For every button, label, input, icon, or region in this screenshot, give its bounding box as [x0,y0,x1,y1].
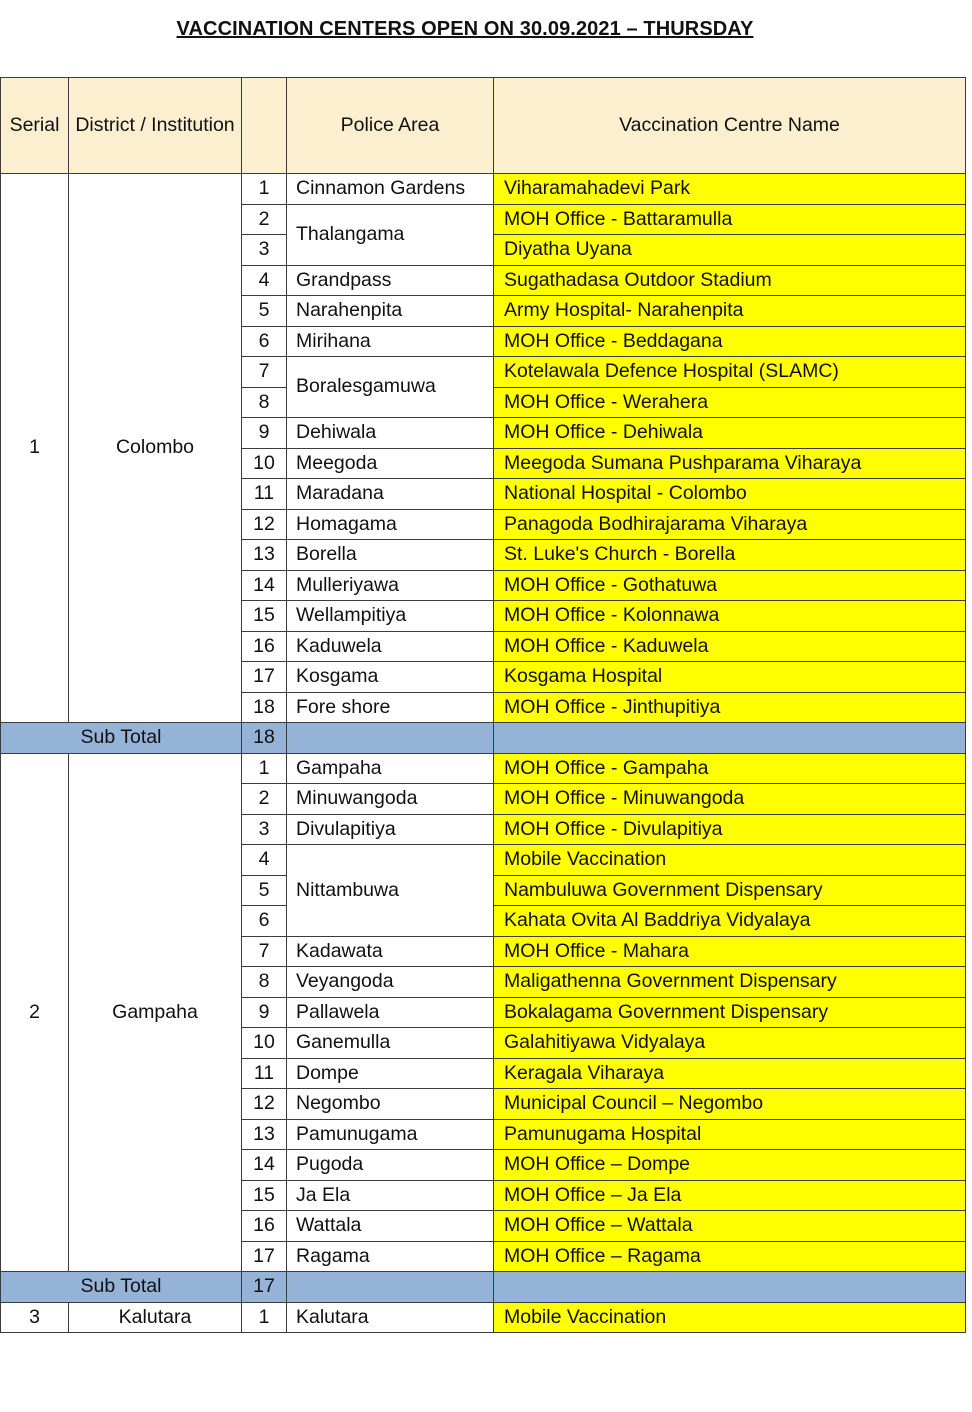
centre-name-cell: MOH Office - Minuwangoda [494,784,966,815]
row-number-cell: 12 [242,509,287,540]
subtotal-row [1,1272,966,1303]
police-area-cell: Fore shore [287,692,494,723]
subtotal-empty-cell [494,723,966,754]
police-area-cell: Borella [287,540,494,571]
centre-name-cell: Army Hospital- Narahenpita [494,296,966,327]
row-number-cell: 7 [242,936,287,967]
centre-name-cell: Kosgama Hospital [494,662,966,693]
centre-name-cell: Kahata Ovita Al Baddriya Vidyalaya [494,906,966,937]
header-number [242,78,287,174]
row-number-cell: 16 [242,1211,287,1242]
police-area-cell: Kalutara [287,1302,494,1333]
row-number-cell: 13 [242,1119,287,1150]
centre-name-cell: MOH Office – Wattala [494,1211,966,1242]
centre-name-cell: MOH Office - Dehiwala [494,418,966,449]
centre-name-cell: Mobile Vaccination [494,1302,966,1333]
row-number-cell: 5 [242,875,287,906]
row-number-cell: 10 [242,1028,287,1059]
centre-name-cell: MOH Office - Gothatuwa [494,570,966,601]
centre-name-cell: MOH Office - Kaduwela [494,631,966,662]
police-area-cell: Meegoda [287,448,494,479]
row-number-cell: 4 [242,845,287,876]
district-cell: Colombo [69,174,242,723]
row-number-cell: 8 [242,387,287,418]
row-number-cell: 13 [242,540,287,571]
row-number-cell: 14 [242,1150,287,1181]
police-area-cell: Nittambuwa [287,845,494,937]
header-centre-name: Vaccination Centre Name [494,78,966,174]
row-number-cell: 10 [242,448,287,479]
centre-name-cell: MOH Office - Gampaha [494,753,966,784]
police-area-cell: Wellampitiya [287,601,494,632]
police-area-cell: Thalangama [287,204,494,265]
centre-name-cell: Mobile Vaccination [494,845,966,876]
row-number-cell: 2 [242,204,287,235]
header-row [1,78,966,174]
row-number-cell: 6 [242,326,287,357]
police-area-cell: Wattala [287,1211,494,1242]
row-number-cell: 1 [242,174,287,205]
table-row [1,753,966,784]
centre-name-cell: MOH Office - Battaramulla [494,204,966,235]
row-number-cell: 4 [242,265,287,296]
police-area-cell: Ja Ela [287,1180,494,1211]
vaccination-table-container [0,77,966,1333]
police-area-cell: Kosgama [287,662,494,693]
centre-name-cell: MOH Office - Kolonnawa [494,601,966,632]
police-area-cell: Ganemulla [287,1028,494,1059]
centre-name-cell: Municipal Council – Negombo [494,1089,966,1120]
row-number-cell: 17 [242,1241,287,1272]
police-area-cell: Mirihana [287,326,494,357]
police-area-cell: Mulleriyawa [287,570,494,601]
row-number-cell: 7 [242,357,287,388]
police-area-cell: Negombo [287,1089,494,1120]
centre-name-cell: Panagoda Bodhirajarama Viharaya [494,509,966,540]
header-police-area: Police Area [287,78,494,174]
police-area-cell: Dehiwala [287,418,494,449]
subtotal-empty-cell [287,1272,494,1303]
centre-name-cell: MOH Office - Werahera [494,387,966,418]
police-area-cell: Grandpass [287,265,494,296]
centre-name-cell: Sugathadasa Outdoor Stadium [494,265,966,296]
row-number-cell: 12 [242,1089,287,1120]
row-number-cell: 14 [242,570,287,601]
header-serial: Serial [1,78,69,174]
row-number-cell: 16 [242,631,287,662]
row-number-cell: 3 [242,235,287,266]
police-area-cell: Kadawata [287,936,494,967]
row-number-cell: 11 [242,1058,287,1089]
row-number-cell: 9 [242,418,287,449]
centre-name-cell: Keragala Viharaya [494,1058,966,1089]
centre-name-cell: MOH Office – Dompe [494,1150,966,1181]
subtotal-label: Sub Total [1,1272,242,1303]
row-number-cell: 8 [242,967,287,998]
centre-name-cell: Diyatha Uyana [494,235,966,266]
police-area-cell: Ragama [287,1241,494,1272]
row-number-cell: 15 [242,601,287,632]
police-area-cell: Minuwangoda [287,784,494,815]
police-area-cell: Pallawela [287,997,494,1028]
centre-name-cell: Galahitiyawa Vidyalaya [494,1028,966,1059]
police-area-cell: Kaduwela [287,631,494,662]
police-area-cell: Pugoda [287,1150,494,1181]
centre-name-cell: MOH Office - Beddagana [494,326,966,357]
police-area-cell: Boralesgamuwa [287,357,494,418]
subtotal-label: Sub Total [1,723,242,754]
centre-name-cell: St. Luke's Church - Borella [494,540,966,571]
centre-name-cell: Nambuluwa Government Dispensary [494,875,966,906]
serial-cell: 3 [1,1302,69,1333]
row-number-cell: 5 [242,296,287,327]
police-area-cell: Pamunugama [287,1119,494,1150]
serial-cell: 1 [1,174,69,723]
vaccination-table [0,77,966,1333]
centre-name-cell: MOH Office – Ragama [494,1241,966,1272]
subtotal-row [1,723,966,754]
subtotal-value: 18 [242,723,287,754]
centre-name-cell: MOH Office - Divulapitiya [494,814,966,845]
centre-name-cell: Kotelawala Defence Hospital (SLAMC) [494,357,966,388]
subtotal-value: 17 [242,1272,287,1303]
row-number-cell: 9 [242,997,287,1028]
header-district: District / Institution [69,78,242,174]
centre-name-cell: Bokalagama Government Dispensary [494,997,966,1028]
page-title: VACCINATION CENTERS OPEN ON 30.09.2021 – THURSDAY [176,18,754,40]
police-area-cell: Veyangoda [287,967,494,998]
district-cell: Gampaha [69,753,242,1272]
row-number-cell: 3 [242,814,287,845]
police-area-cell: Cinnamon Gardens [287,174,494,205]
centre-name-cell: National Hospital - Colombo [494,479,966,510]
row-number-cell: 15 [242,1180,287,1211]
police-area-cell: Homagama [287,509,494,540]
serial-cell: 2 [1,753,69,1272]
police-area-cell: Divulapitiya [287,814,494,845]
centre-name-cell: MOH Office - Mahara [494,936,966,967]
police-area-cell: Gampaha [287,753,494,784]
row-number-cell: 18 [242,692,287,723]
row-number-cell: 2 [242,784,287,815]
centre-name-cell: Meegoda Sumana Pushparama Viharaya [494,448,966,479]
centre-name-cell: MOH Office - Jinthupitiya [494,692,966,723]
district-cell: Kalutara [69,1302,242,1333]
centre-name-cell: Pamunugama Hospital [494,1119,966,1150]
police-area-cell: Narahenpita [287,296,494,327]
table-row [1,1302,966,1333]
table-row [1,174,966,205]
row-number-cell: 6 [242,906,287,937]
subtotal-empty-cell [287,723,494,754]
row-number-cell: 11 [242,479,287,510]
row-number-cell: 17 [242,662,287,693]
subtotal-empty-cell [494,1272,966,1303]
centre-name-cell: Viharamahadevi Park [494,174,966,205]
police-area-cell: Dompe [287,1058,494,1089]
table-body [1,174,966,1333]
police-area-cell: Maradana [287,479,494,510]
row-number-cell: 1 [242,1302,287,1333]
centre-name-cell: Maligathenna Government Dispensary [494,967,966,998]
centre-name-cell: MOH Office – Ja Ela [494,1180,966,1211]
row-number-cell: 1 [242,753,287,784]
